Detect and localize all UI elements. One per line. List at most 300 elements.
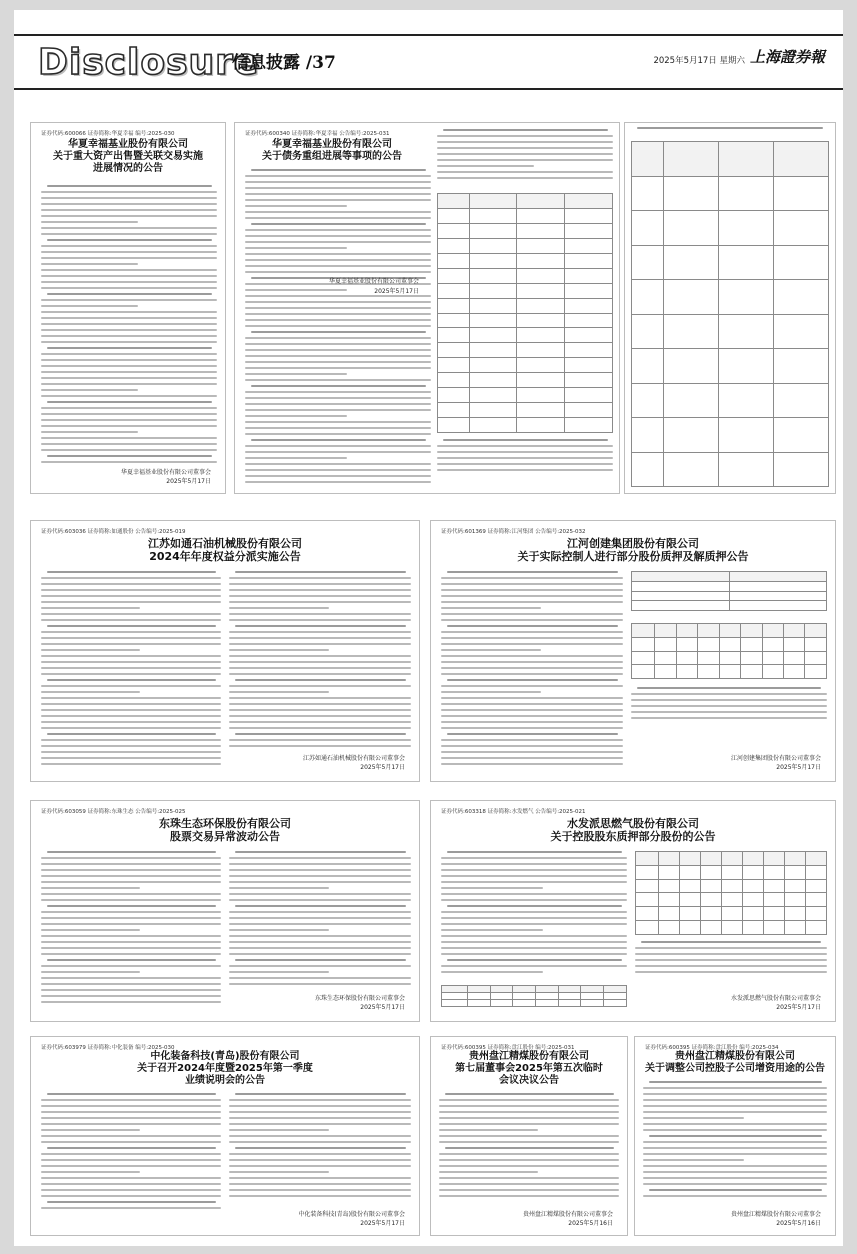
text-line	[245, 241, 431, 243]
notice-body	[41, 571, 221, 771]
text-line	[441, 583, 623, 585]
table-cell	[581, 993, 604, 1000]
table-cell	[718, 314, 773, 349]
table-cell	[658, 921, 679, 935]
table-row	[438, 268, 613, 283]
table-cell	[517, 343, 565, 358]
signoff-date: 2025年5月17日	[374, 287, 419, 295]
text-line	[47, 185, 212, 187]
table-row	[636, 907, 827, 921]
text-line	[439, 1177, 619, 1179]
text-line	[437, 171, 613, 173]
text-line	[441, 595, 623, 597]
text-line	[229, 1159, 411, 1161]
signoff-date: 2025年5月17日	[360, 1004, 405, 1012]
text-line	[229, 965, 411, 967]
text-line	[229, 1123, 411, 1125]
table-cell	[565, 373, 613, 388]
table-cell	[469, 298, 517, 313]
text-line	[437, 177, 613, 179]
text-line	[229, 893, 411, 895]
table-cell	[679, 893, 700, 907]
text-line	[643, 1195, 827, 1197]
table-cell	[741, 624, 762, 638]
notice-table	[635, 851, 827, 935]
text-line	[635, 953, 827, 955]
table-cell	[763, 921, 784, 935]
notice-title-line: 关于实际控制人进行部分股份质押及解质押公告	[517, 550, 749, 564]
table-cell	[565, 253, 613, 268]
table-cell	[698, 637, 719, 651]
text-line	[41, 1129, 140, 1131]
text-line	[41, 989, 221, 991]
notice-body	[643, 1081, 827, 1205]
table-cell	[513, 1000, 536, 1007]
text-line	[245, 211, 431, 213]
text-line	[229, 929, 329, 931]
table-cell	[438, 358, 470, 373]
text-line	[229, 613, 411, 615]
text-line	[41, 661, 221, 663]
notice-panel	[234, 122, 620, 494]
text-line	[41, 1177, 221, 1179]
issue-date: 2025年5月17日 星期六	[653, 56, 745, 66]
table-row	[438, 373, 613, 388]
table-cell	[636, 852, 659, 866]
table-cell	[438, 194, 470, 209]
text-line	[47, 905, 216, 907]
text-line	[41, 251, 217, 253]
notice-signoff	[303, 754, 405, 773]
text-line	[47, 625, 216, 627]
text-line	[649, 1135, 822, 1137]
text-line	[41, 869, 221, 871]
table-cell	[719, 637, 740, 651]
table-cell	[805, 865, 826, 879]
text-line	[437, 165, 534, 167]
notice-continuation	[624, 122, 836, 494]
text-line	[41, 917, 221, 919]
table-row	[438, 283, 613, 298]
text-line	[41, 1171, 140, 1173]
table-cell	[469, 358, 517, 373]
text-line	[41, 739, 221, 741]
table-cell	[565, 298, 613, 313]
text-line	[47, 679, 216, 681]
text-line	[441, 619, 623, 621]
text-line	[235, 571, 406, 573]
table-cell	[721, 852, 742, 866]
text-line	[643, 1117, 744, 1119]
text-line	[41, 763, 221, 765]
table-cell	[763, 852, 784, 866]
table-cell	[469, 223, 517, 238]
table-row	[632, 651, 827, 665]
table-row	[632, 581, 827, 591]
table-cell	[438, 283, 470, 298]
text-line	[635, 965, 827, 967]
text-line	[41, 697, 221, 699]
text-line	[41, 649, 140, 651]
table-cell	[700, 852, 721, 866]
text-line	[245, 343, 431, 345]
table-cell	[773, 211, 828, 246]
table-row	[636, 921, 827, 935]
page-header	[14, 38, 843, 90]
top-rule	[14, 34, 843, 36]
text-line	[631, 711, 827, 713]
table-row	[632, 637, 827, 651]
text-line	[245, 199, 431, 201]
text-line	[441, 965, 627, 967]
text-line	[441, 655, 623, 657]
notice-title-line: 贵州盘江精煤股份有限公司	[675, 1051, 795, 1062]
text-line	[439, 1189, 619, 1191]
text-line	[229, 1129, 329, 1131]
table-row	[636, 879, 827, 893]
table-cell	[719, 624, 740, 638]
text-line	[441, 947, 627, 949]
signoff-company: 中化装备科技(青岛)股份有限公司董事会	[298, 1210, 405, 1218]
text-line	[251, 439, 426, 441]
text-line	[439, 1195, 619, 1197]
table-cell	[784, 907, 805, 921]
text-line	[41, 329, 217, 331]
text-line	[229, 887, 329, 889]
text-line	[47, 851, 216, 853]
table-cell	[719, 665, 740, 679]
text-line	[41, 589, 221, 591]
table-row	[632, 176, 829, 211]
text-line	[439, 1165, 619, 1167]
text-line	[251, 331, 426, 333]
table-cell	[805, 665, 827, 679]
text-line	[245, 355, 431, 357]
text-line	[47, 455, 212, 457]
text-line	[41, 1141, 221, 1143]
text-line	[441, 911, 627, 913]
table-cell	[467, 1000, 490, 1007]
text-line	[41, 631, 221, 633]
table-cell	[721, 921, 742, 935]
table-cell	[784, 665, 805, 679]
table-cell	[805, 852, 826, 866]
text-line	[229, 899, 411, 901]
table-cell	[632, 211, 664, 246]
text-line	[41, 209, 217, 211]
text-line	[635, 959, 827, 961]
text-line	[41, 437, 217, 439]
text-line	[47, 571, 216, 573]
table-cell	[581, 1000, 604, 1007]
table-cell	[663, 211, 718, 246]
table-row	[442, 993, 627, 1000]
text-line	[41, 245, 217, 247]
text-line	[245, 433, 431, 435]
text-line	[439, 1099, 619, 1101]
text-line	[245, 217, 431, 219]
text-line	[245, 193, 431, 195]
table-cell	[700, 879, 721, 893]
notice-table	[631, 141, 829, 487]
text-line	[41, 965, 221, 967]
table-cell	[438, 418, 470, 433]
text-line	[229, 739, 411, 741]
text-line	[643, 1153, 827, 1155]
table-cell	[679, 852, 700, 866]
table-cell	[517, 418, 565, 433]
notice-title-line: 水发派思燃气股份有限公司	[567, 817, 699, 830]
text-line	[447, 905, 622, 907]
text-line	[445, 1147, 614, 1149]
text-line	[439, 1111, 619, 1113]
table-row	[632, 280, 829, 315]
table-cell	[805, 624, 827, 638]
table-cell	[773, 142, 828, 177]
table-cell	[805, 637, 827, 651]
signoff-date: 2025年5月17日	[360, 764, 405, 772]
notice-code-line: 证券代码:603036 证券简称:如通股份 公告编号:2025-019	[41, 529, 186, 535]
text-line	[447, 733, 618, 735]
text-line	[229, 709, 411, 711]
table-cell	[658, 852, 679, 866]
table-cell	[763, 865, 784, 879]
notice-title-line: 江苏如通石油机械股份有限公司	[148, 537, 302, 550]
table-cell	[565, 238, 613, 253]
text-line	[441, 923, 627, 925]
signoff-company: 水发派思燃气股份有限公司董事会	[730, 994, 821, 1002]
table-cell	[536, 993, 559, 1000]
text-line	[41, 371, 217, 373]
text-line	[441, 685, 623, 687]
text-line	[41, 607, 140, 609]
text-line	[245, 403, 431, 405]
text-line	[439, 1153, 619, 1155]
text-line	[41, 269, 217, 271]
text-line	[41, 691, 140, 693]
text-line	[41, 305, 138, 307]
table-cell	[438, 238, 470, 253]
table-cell	[438, 403, 470, 418]
table-cell	[721, 865, 742, 879]
text-line	[41, 407, 217, 409]
table-cell	[784, 893, 805, 907]
table-cell	[565, 283, 613, 298]
text-line	[245, 367, 431, 369]
table-row	[636, 893, 827, 907]
text-line	[441, 863, 627, 865]
text-line	[229, 583, 411, 585]
text-line	[41, 619, 221, 621]
table-cell	[517, 328, 565, 343]
text-line	[643, 1105, 827, 1107]
text-line	[441, 637, 623, 639]
text-line	[41, 395, 217, 397]
table-cell	[729, 601, 827, 611]
notice-body	[635, 941, 827, 981]
table-cell	[679, 907, 700, 921]
signoff-date: 2025年5月17日	[360, 1220, 405, 1228]
text-line	[41, 1135, 221, 1137]
text-line	[41, 443, 217, 445]
table-cell	[558, 993, 581, 1000]
table-cell	[632, 418, 664, 453]
table-cell	[700, 907, 721, 921]
text-line	[245, 229, 431, 231]
table-cell	[805, 651, 827, 665]
table-cell	[742, 879, 763, 893]
table-cell	[442, 1000, 468, 1007]
text-line	[437, 141, 613, 143]
table-cell	[763, 879, 784, 893]
table-cell	[636, 865, 659, 879]
table-cell	[604, 986, 627, 993]
table-cell	[517, 223, 565, 238]
text-line	[441, 763, 623, 765]
text-line	[439, 1105, 619, 1107]
text-line	[437, 147, 613, 149]
table-cell	[636, 893, 659, 907]
table-cell	[517, 373, 565, 388]
text-line	[41, 727, 221, 729]
text-line	[439, 1123, 619, 1125]
notice-title	[431, 537, 835, 563]
table-cell	[721, 907, 742, 921]
table-cell	[663, 452, 718, 487]
table-cell	[805, 893, 826, 907]
table-cell	[490, 986, 513, 993]
text-line	[439, 1129, 538, 1131]
text-line	[635, 971, 827, 973]
text-line	[41, 1123, 221, 1125]
text-line	[437, 457, 613, 459]
table-cell	[718, 245, 773, 280]
table-row	[438, 208, 613, 223]
text-line	[41, 449, 217, 451]
text-line	[229, 655, 411, 657]
text-line	[643, 1093, 827, 1095]
signoff-company: 华夏幸福基业股份有限公司董事会	[120, 468, 211, 476]
text-line	[643, 1171, 827, 1173]
text-line	[41, 715, 221, 717]
text-line	[441, 607, 541, 609]
table-row	[438, 328, 613, 343]
table-cell	[517, 358, 565, 373]
table-cell	[632, 383, 664, 418]
table-cell	[773, 349, 828, 384]
notice-panel	[30, 520, 420, 782]
notice-title-line: 华夏幸福基业股份有限公司	[272, 139, 392, 150]
text-line	[41, 703, 221, 705]
text-line	[41, 1153, 221, 1155]
table-cell	[718, 383, 773, 418]
disclosure-logo: Disclosure	[38, 42, 260, 83]
text-line	[245, 271, 431, 273]
table-cell	[517, 313, 565, 328]
table-cell	[700, 921, 721, 935]
notice-signoff	[731, 1210, 821, 1229]
text-line	[439, 1171, 538, 1173]
text-line	[643, 1087, 827, 1089]
notice-code-line: 证券代码:603318 证券简称:水发燃气 公告编号:2025-021	[441, 809, 586, 815]
table-cell	[742, 907, 763, 921]
table-cell	[581, 986, 604, 993]
text-line	[41, 721, 221, 723]
text-line	[437, 451, 613, 453]
table-cell	[729, 591, 827, 601]
text-line	[47, 1093, 216, 1095]
table-cell	[517, 253, 565, 268]
table-cell	[718, 142, 773, 177]
text-line	[441, 643, 623, 645]
table-cell	[490, 993, 513, 1000]
notice-title	[235, 139, 429, 163]
notice-title-line: 关于重大资产出售暨关联交易实施	[53, 151, 203, 162]
text-line	[245, 415, 347, 417]
text-line	[41, 935, 221, 937]
table-row	[438, 358, 613, 373]
text-line	[245, 481, 431, 483]
text-line	[41, 1001, 221, 1003]
text-line	[437, 463, 613, 465]
notice-code-line: 证券代码:603979 证券简称:中化装备 编号:2025-030	[41, 1045, 175, 1051]
text-line	[41, 1117, 221, 1119]
table-row	[632, 572, 827, 582]
table-cell	[676, 665, 697, 679]
text-line	[47, 959, 216, 961]
text-line	[41, 643, 221, 645]
table-cell	[632, 637, 655, 651]
table-cell	[805, 907, 826, 921]
text-line	[447, 679, 618, 681]
text-line	[643, 1183, 827, 1185]
text-line	[245, 475, 431, 477]
table-cell	[513, 993, 536, 1000]
text-line	[441, 697, 623, 699]
text-line	[229, 631, 411, 633]
table-cell	[604, 1000, 627, 1007]
text-line	[229, 941, 411, 943]
table-row	[632, 624, 827, 638]
text-line	[47, 733, 216, 735]
table-cell	[438, 298, 470, 313]
text-line	[251, 223, 426, 225]
text-line	[245, 457, 347, 459]
table-cell	[517, 283, 565, 298]
text-line	[441, 887, 543, 889]
table-cell	[490, 1000, 513, 1007]
table-cell	[517, 194, 565, 209]
text-line	[441, 715, 623, 717]
signoff-date: 2025年5月17日	[166, 478, 211, 486]
table-cell	[741, 651, 762, 665]
newspaper-name: 上海證券報	[749, 48, 825, 66]
text-line	[637, 127, 823, 129]
text-line	[649, 1081, 822, 1083]
notice-body	[41, 185, 217, 467]
text-line	[447, 851, 622, 853]
text-line	[441, 751, 623, 753]
table-cell	[558, 1000, 581, 1007]
notice-title-line: 关于债务重组进展等事项的公告	[262, 151, 402, 162]
text-line	[441, 917, 627, 919]
table-cell	[632, 245, 664, 280]
text-line	[41, 221, 138, 223]
text-line	[245, 337, 431, 339]
text-line	[41, 601, 221, 603]
text-line	[245, 319, 431, 321]
notice-body	[41, 851, 221, 1011]
